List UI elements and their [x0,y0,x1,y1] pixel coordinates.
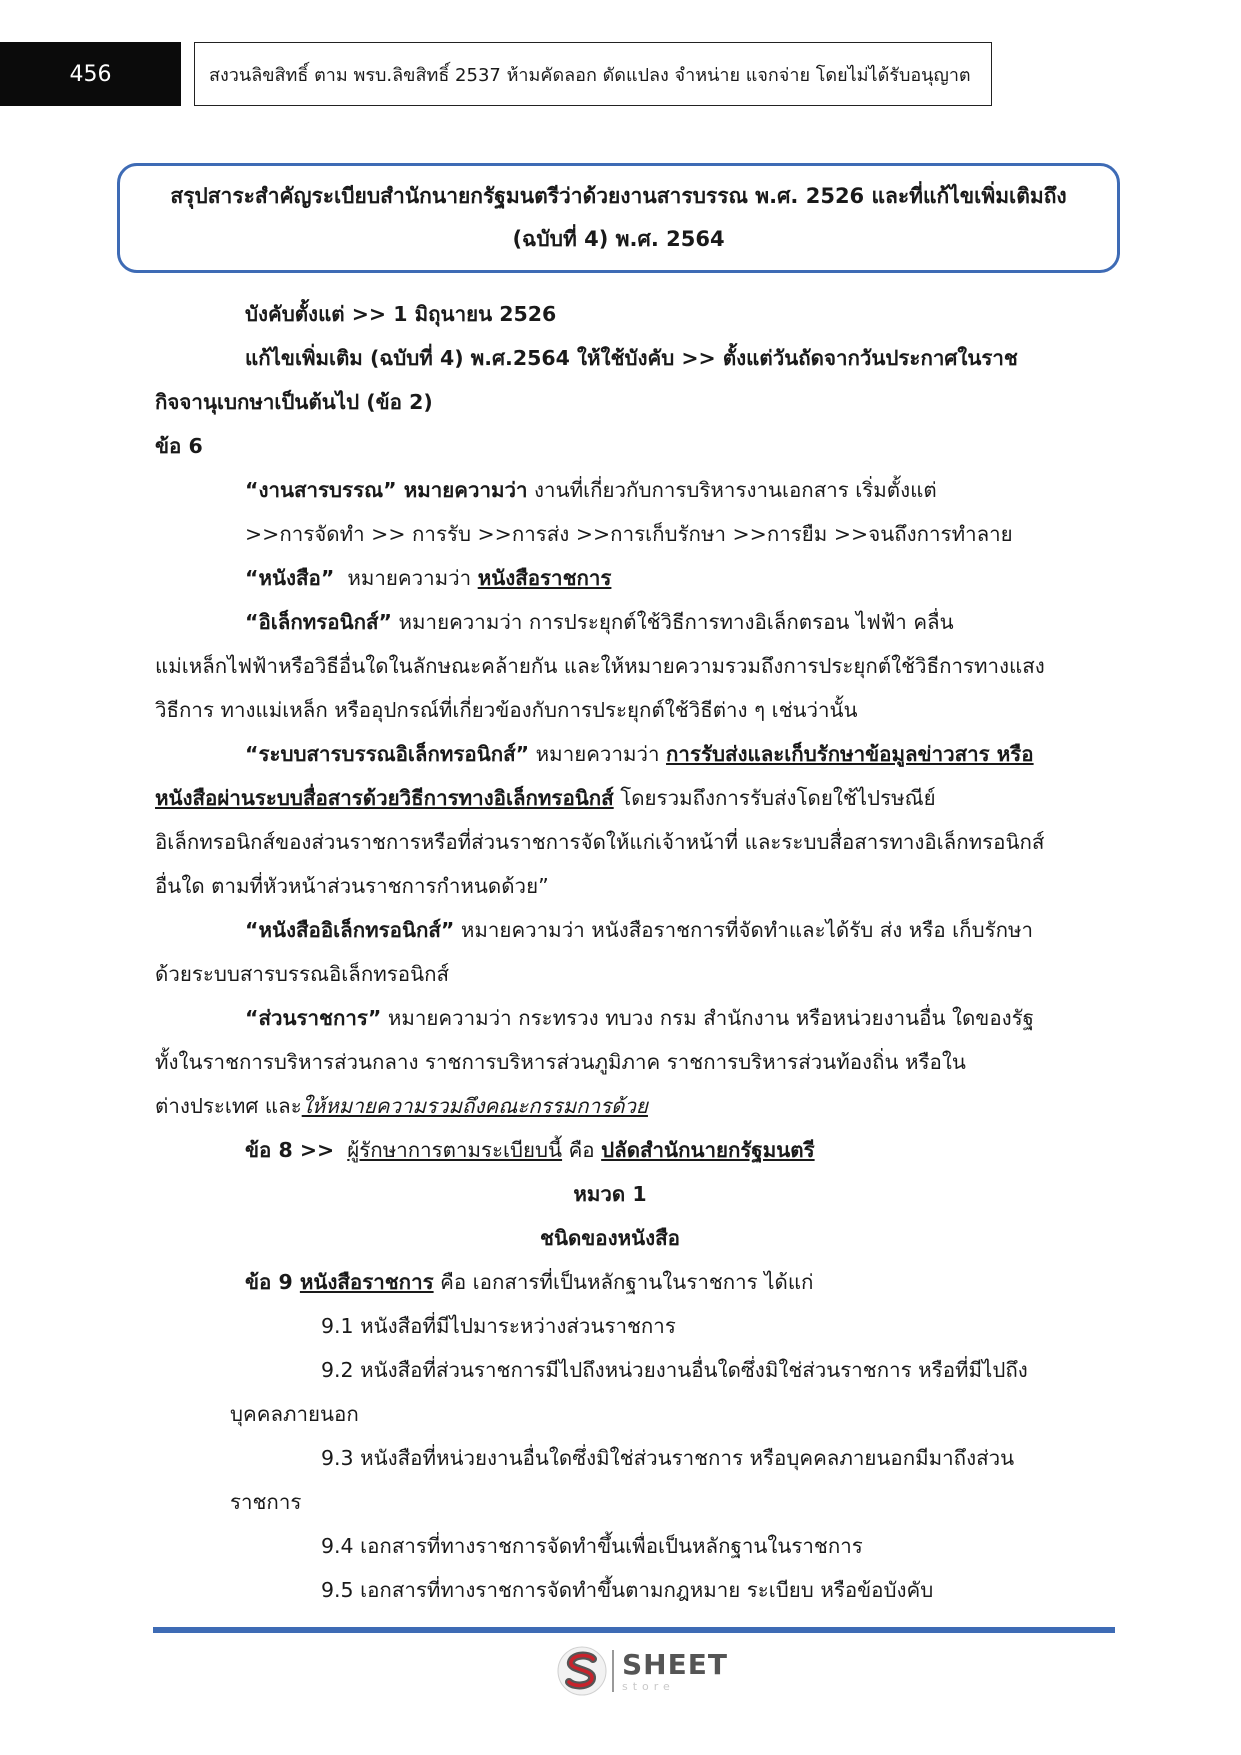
amendment-line-cont: กิจจานุเบกษาเป็นต้นไป (ข้อ 2) [155,390,433,414]
item-9-5: 9.5 เอกสารที่ทางราชการจัดทำขึ้นตามกฎหมาย ระเบียบ หรือข้อบังคับ [321,1578,934,1602]
sheet-store-logo [556,1643,728,1699]
def-electronic-cont-1: แม่เหล็กไฟฟ้าหรือวิธีอื่นใดในลักษณะคล้ายกัน และให้หมายความรวมถึงการประยุกต์ใช้วิธีการทางแสง [155,654,1045,678]
page-number: 456 [0,42,181,106]
logo-sub: store [622,1679,675,1693]
item-9-4: 9.4 เอกสารที่ทางราชการจัดทำขึ้นเพื่อเป็นหลักฐานในราชการ [321,1534,863,1558]
def-government-agency-cont-1: ทั้งในราชการบริหารส่วนกลาง ราชการบริหารส่วนภูมิภาค ราชการบริหารส่วนท้องถิ่น หรือใน [155,1050,966,1074]
amendment-line: แก้ไขเพิ่มเติม (ฉบับที่ 4) พ.ศ.2564 ให้ใช้บังคับ >> ตั้งแต่วันถัดจากวันประกาศในราช [245,346,1018,370]
chapter-heading: หมวด 1 [573,1182,647,1206]
effective-date: บังคับตั้งแต่ >> 1 มิถุนายน 2526 [245,302,557,326]
logo-separator [612,1650,614,1692]
def-electronic: “อิเล็กทรอนิกส์” หมายความว่า การประยุกต์ใช้วิธีการทางอิเล็กตรอน ไฟฟ้า คลื่น [245,610,954,634]
def-government-agency-cont-2: ต่างประเทศ และให้หมายความรวมถึงคณะกรรมการด้วย [155,1094,648,1118]
def-e-saraban-cont-3: อื่นใด ตามที่หัวหน้าส่วนราชการกำหนดด้วย” [155,874,549,898]
logo-text [622,1647,728,1693]
chapter-title: ชนิดของหนังสือ [540,1226,680,1250]
item-9-3: 9.3 หนังสือที่หน่วยงานอื่นใดซึ่งมิใช่ส่วนราชการ หรือบุคคลภายนอกมีมาถึงส่วน [321,1446,1015,1470]
item-9-2: 9.2 หนังสือที่ส่วนราชการมีไปถึงหน่วยงานอื่นใดซึ่งมิใช่ส่วนราชการ หรือที่มีไปถึง [321,1358,1028,1382]
footer-divider [153,1627,1115,1633]
clause-9: ข้อ 9 หนังสือราชการ คือ เอกสารที่เป็นหลักฐานในราชการ ได้แก่ [245,1270,814,1294]
def-e-document: “หนังสืออิเล็กทรอนิกส์” หมายความว่า หนังสือราชการที่จัดทำและได้รับ ส่ง หรือ เก็บรักษา [245,918,1034,942]
def-saraban-steps: >>การจัดทำ >> การรับ >>การส่ง >>การเก็บรักษา >>การยืม >>จนถึงการทำลาย [245,522,1013,546]
sheet-store-logo-icon [556,1645,608,1697]
item-9-2-cont: บุคคลภายนอก [230,1402,359,1426]
logo-word: SHEET [622,1647,728,1681]
def-government-agency: “ส่วนราชการ” หมายความว่า กระทรวง ทบวง กรม สำนักงาน หรือหน่วยงานอื่น ใดของรัฐ [245,1006,1034,1030]
def-e-saraban-cont-2: อิเล็กทรอนิกส์ของส่วนราชการหรือที่ส่วนราชการจัดให้แก่เจ้าหน้าที่ และระบบสื่อสารทางอิเล็กทรอนิกส์ [155,830,1045,854]
document-body [155,292,1065,1612]
title-line-1: สรุปสาระสำคัญระเบียบสำนักนายกรัฐมนตรีว่าด้วยงานสารบรรณ พ.ศ. 2526 และที่แก้ไขเพิ่มเติมถึง [170,184,1067,208]
def-e-document-cont: ด้วยระบบสารบรรณอิเล็กทรอนิกส์ [155,962,450,986]
title-box [117,163,1120,273]
def-saraban: “งานสารบรรณ” หมายความว่า งานที่เกี่ยวกับการบริหารงานเอกสาร เริ่มตั้งแต่ [245,478,937,502]
item-9-1: 9.1 หนังสือที่มีไปมาระหว่างส่วนราชการ [321,1314,676,1338]
clause-6-heading: ข้อ 6 [155,434,203,458]
def-e-saraban-cont-1: หนังสือผ่านระบบสื่อสารด้วยวิธีการทางอิเล็กทรอนิกส์ โดยรวมถึงการรับส่งโดยใช้ไปรษณีย์ [155,786,936,810]
def-e-saraban: “ระบบสารบรรณอิเล็กทรอนิกส์” หมายความว่า การรับส่งและเก็บรักษาข้อมูลข่าวสาร หรือ [245,742,1034,766]
def-electronic-cont-2: วิธีการ ทางแม่เหล็ก หรืออุปกรณ์ที่เกี่ยวข้องกับการประยุกต์ใช้วิธีต่าง ๆ เช่นว่านั้น [155,698,858,722]
clause-8: ข้อ 8 >> ผู้รักษาการตามระเบียบนี้ คือ ปลัดสำนักนายกรัฐมนตรี [245,1138,815,1162]
def-nangsue: “หนังสือ” หมายความว่า หนังสือราชการ [245,566,612,590]
item-9-3-cont: ราชการ [230,1490,302,1514]
title-line-2: (ฉบับที่ 4) พ.ศ. 2564 [512,227,725,251]
copyright-notice: สงวนลิขสิทธิ์ ตาม พรบ.ลิขสิทธิ์ 2537 ห้ามคัดลอก ดัดแปลง จำหน่าย แจกจ่าย โดยไม่ได้รับอนุญาต [194,42,992,106]
